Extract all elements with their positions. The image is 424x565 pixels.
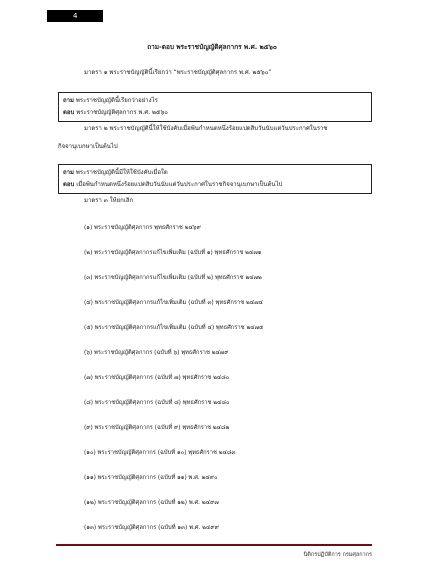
question-label: ถาม bbox=[63, 97, 74, 104]
list-item: (๕) พระราชบัญญัติศุลกากรแก้ไขเพิ่มเติม (ฉบับที่ ๔) พุทธศักราช ๒๔๗๕ bbox=[84, 325, 264, 331]
list-item: (๓) พระราชบัญญัติศุลกากรแก้ไขเพิ่มเติม (ฉบับที่ ๒) พุทธศักราช ๒๔๗๒ bbox=[84, 275, 262, 281]
list-item: (๑๑) พระราชบัญญัติศุลกากร (ฉบับที่ ๑๑) พ.ศ. ๒๔๙๐ bbox=[84, 475, 218, 481]
qa-2-answer bbox=[63, 179, 367, 191]
footer-divider bbox=[56, 544, 372, 546]
list-item: (๑๐) พระราชบัญญัติศุลกากร (ฉบับที่ ๑๐) พุทธศักราช ๒๔๘๓ bbox=[84, 450, 236, 456]
question-label: ถาม bbox=[63, 169, 74, 176]
list-item: (๒) พระราชบัญญัติศุลกากรแก้ไขเพิ่มเติม (ฉบับที่ ๑) พุทธศักราช ๒๔๗๑ bbox=[84, 250, 262, 256]
qa-box-2 bbox=[58, 164, 372, 194]
qa-1-answer bbox=[63, 107, 367, 119]
answer-text: พระราชบัญญัติศุลกากร พ.ศ. ๒๕๖๐ bbox=[76, 109, 168, 116]
page-number-badge bbox=[47, 10, 103, 22]
qa-1-question bbox=[63, 95, 367, 107]
list-item: (๖) พระราชบัญญัติศุลกากร (ฉบับที่ ๖) พุทธศักราช ๒๔๗๙ bbox=[84, 350, 229, 356]
list-item: (๘) พระราชบัญญัติศุลกากร (ฉบับที่ ๘) พุทธศักราช ๒๔๘๐ bbox=[84, 400, 230, 406]
footer-credit: นิติกรปฏิบัติการ กรมศุลกากร bbox=[303, 552, 372, 558]
section-1 bbox=[58, 66, 378, 80]
answer-label: ตอบ bbox=[63, 181, 75, 188]
answer-label: ตอบ bbox=[63, 109, 75, 116]
section-1-text: มาตรา ๑ พระราชบัญญัตินี้เรียกว่า “พระราชบัญญัติศุลกากร พ.ศ. ๒๕๖๐” bbox=[84, 69, 272, 76]
list-item: (๑๓) พระราชบัญญัติศุลกากร (ฉบับที่ ๑๓) พ.ศ. ๒๔๙๙ bbox=[84, 525, 219, 531]
list-item: (๔) พระราชบัญญัติศุลกากรแก้ไขเพิ่มเติม (ฉบับที่ ๓) พุทธศักราช ๒๔๗๔ bbox=[84, 300, 263, 306]
question-text: พระราชบัญญัตินี้มีให้ใช้บังคับเมื่อใด bbox=[75, 169, 168, 176]
page-number: 4 bbox=[73, 12, 78, 20]
page-title: ถาม-ตอบ พระราชบัญญัติศุลกากร พ.ศ. ๒๕๖๐ bbox=[147, 43, 277, 51]
qa-2-question bbox=[63, 167, 367, 179]
list-item: (๗) พระราชบัญญัติศุลกากร (ฉบับที่ ๗) พุทธศักราช ๒๔๘๐ bbox=[84, 375, 230, 381]
list-item: (๑๒) พระราชบัญญัติศุลกากร (ฉบับที่ ๑๒) พ.ศ. ๒๔๙๗ bbox=[84, 500, 219, 506]
section-2-line-1: มาตรา ๒ พระราชบัญญัตินี้ให้ใช้บังคับเมื่อพ้นกำหนดหนึ่งร้อยแปดสิบวันนับแต่วันประกาศในราช bbox=[84, 125, 328, 132]
section-3 bbox=[58, 194, 378, 208]
section-3-text: มาตรา ๓ ให้ยกเลิก bbox=[84, 197, 134, 204]
list-item: (๑) พระราชบัญญัติศุลกากร พุทธศักราช ๒๔๖๙ bbox=[84, 225, 201, 231]
qa-box-1 bbox=[58, 92, 372, 122]
answer-text: เมื่อพ้นกำหนดหนึ่งร้อยแปดสิบวันนับแต่วันประกาศในราชกิจจานุเบกษาเป็นต้นไป bbox=[76, 181, 283, 188]
list-item: (๙) พระราชบัญญัติศุลกากร (ฉบับที่ ๙) พุทธศักราช ๒๔๘๒ bbox=[84, 425, 230, 431]
section-2 bbox=[58, 122, 378, 154]
question-text: พระราชบัญญัตินี้เรียกว่าอย่างไร bbox=[75, 97, 158, 104]
section-2-line-2: กิจจานุเบกษาเป็นต้นไป bbox=[58, 143, 118, 150]
